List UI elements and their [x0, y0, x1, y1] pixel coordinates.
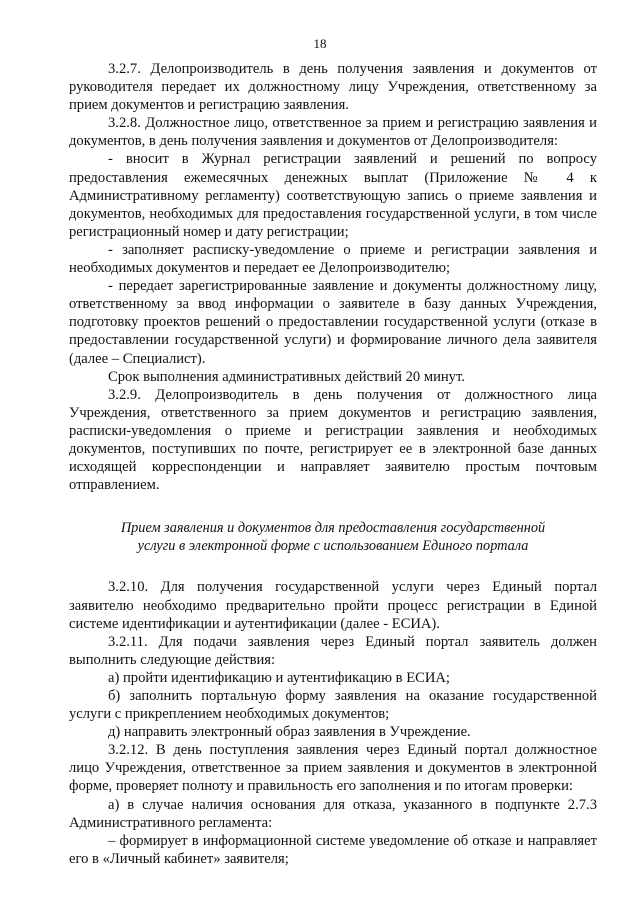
page-number: 18 — [313, 36, 327, 51]
list-item-a-refusal: а) в случае наличия основания для отказа, указанного в подпункте 2.7.3 Административного регламента: — [69, 796, 597, 831]
paragraph-3-2-9: 3.2.9. Делопроизводитель в день получения от должностного лица Учреждения, ответственного за прием документов и регистрацию заявления, расписки-уведомления о приеме и регистрации заявления и необходимых документов, поступивших по почте, регистрирует ее в электронной базе данных исходящей корреспонденции и направляет заявителю простым почтовым отправлением. — [69, 386, 597, 494]
section-heading-line-2: услуги в электронной форме с использованием Единого портала — [137, 538, 529, 555]
list-item-a-esia: а) пройти идентификацию и аутентификацию в ЕСИА; — [108, 669, 450, 686]
list-item-d-send: д) направить электронный образ заявления в Учреждение. — [108, 724, 471, 741]
paragraph-3-2-11: 3.2.11. Для подачи заявления через Единый портал заявитель должен выполнить следующие действия: — [69, 633, 597, 668]
paragraph-3-2-7: 3.2.7. Делопроизводитель в день получения заявления и документов от руководителя передает их должностному лицу Учреждения, ответственному за прием документов и регистрацию заявления. — [69, 61, 597, 114]
paragraph-deadline: Срок выполнения административных действий 20 минут. — [108, 368, 465, 385]
list-item-notify: – формирует в информационной системе уведомление об отказе и направляет его в «Личный кабинет» заявителя; — [69, 832, 597, 867]
section-heading — [69, 519, 597, 555]
document-body — [69, 60, 597, 868]
list-item-receipt: - заполняет расписку-уведомление о приеме и регистрации заявления и необходимых документов и передает ее Делопроизводителю; — [69, 241, 597, 277]
section-heading-line-1: Прием заявления и документов для предоставления государственной — [120, 520, 546, 537]
paragraph-3-2-8: 3.2.8. Должностное лицо, ответственное за прием и регистрацию заявления и документов, в день получения заявления и документов от Делопроизводителя: — [69, 115, 597, 150]
paragraph-3-2-12: 3.2.12. В день поступления заявления через Единый портал должностное лицо Учреждения, ответственное за прием заявления и документов в электронной форме, проверяет полноту и правильность его заполнения и по итогам проверки: — [69, 742, 597, 795]
list-item-transfer: - передает зарегистрированные заявление и документы должностному лицу, ответственному за ввод информации о заявителе в базу данных Учреждения, подготовку проектов решений о предоставлении государственной услуги (отказе в предоставлении государственной услуги) и формирование личного дела заявителя (далее – Специалист). — [69, 278, 597, 367]
list-item-journal: - вносит в Журнал регистрации заявлений и решений по вопросу предоставления ежемесячных денежных выплат (Приложение № 4 к Административному регламенту) соответствующую запись о приеме заявления и документов, необходимых для предоставления государственной услуги, в том числе регистрационный номер и дату регистрации; — [69, 151, 597, 240]
list-item-b-form: б) заполнить портальную форму заявления на оказание государственной услуги с прикреплением необходимых документов; — [69, 688, 597, 723]
paragraph-3-2-10: 3.2.10. Для получения государственной услуги через Единый портал заявителю необходимо предварительно пройти процесс регистрации в Единой системе идентификации и аутентификации (далее - ЕСИА). — [69, 579, 597, 632]
